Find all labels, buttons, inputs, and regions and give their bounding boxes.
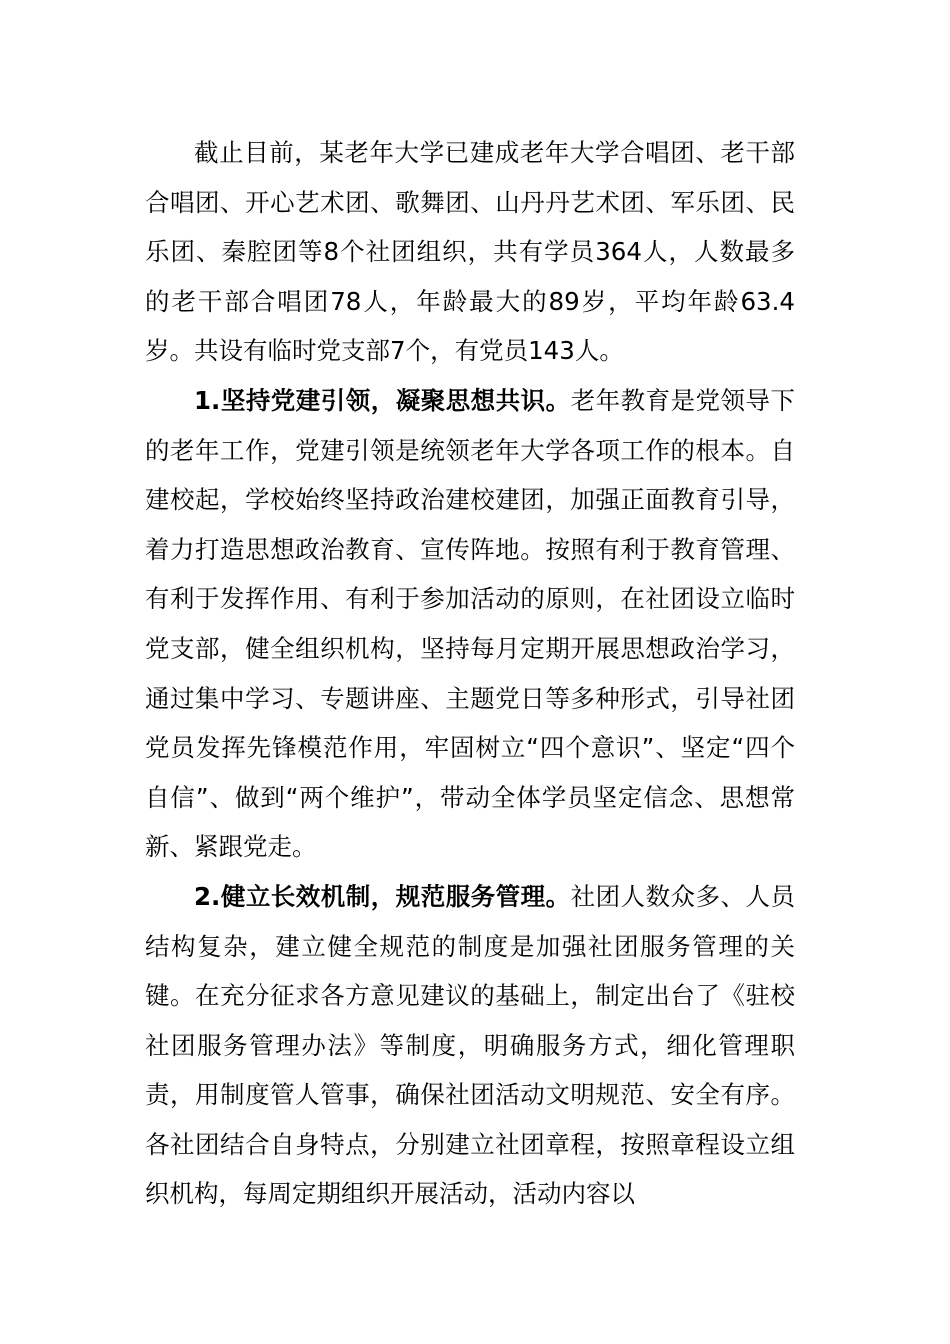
paragraph-intro: [145, 128, 795, 376]
paragraph-intro-text: 截止目前，某老年大学已建成老年大学合唱团、老干部合唱团、开心艺术团、歌舞团、山丹丹艺术团、军乐团、民乐团、秦腔团等8个社团组织，共有学员364人，人数最多的老干部合唱团78人，年龄最大的89岁，平均年龄63.4岁。共设有临时党支部7个，有党员143人。: [145, 138, 795, 366]
paragraph-party-building-text: 老年教育是党领导下的老年工作，党建引领是统领老年大学各项工作的根本。自建校起，学校始终坚持政治建校建团，加强正面教育引导，着力打造思想政治教育、宣传阵地。按照有利于教育管理、有利于发挥作用、有利于参加活动的原则，在社团设立临时党支部，健全组织机构，坚持每月定期开展思想政治学习，通过集中学习、专题讲座、主题党日等多种形式，引导社团党员发挥先锋模范作用，牢固树立“四个意识”、坚定“四个自信”、做到“两个维护”，带动全体学员坚定信念、思想常新、紧跟党走。: [145, 385, 795, 862]
paragraph-party-building: [145, 376, 795, 872]
paragraph-mechanism: [145, 872, 795, 1219]
document-page: [145, 128, 795, 1219]
paragraph-mechanism-heading: 2.健立长效机制，规范服务管理。: [194, 881, 571, 911]
paragraph-mechanism-text: 社团人数众多、人员结构复杂，建立健全规范的制度是加强社团服务管理的关键。在充分征求各方意见建议的基础上，制定出台了《驻校社团服务管理办法》等制度，明确服务方式，细化管理职责，用制度管人管事，确保社团活动文明规范、安全有序。各社团结合自身特点，分别建立社团章程，按照章程设立组织机构，每周定期组织开展活动，活动内容以: [145, 881, 795, 1209]
paragraph-party-building-heading: 1.坚持党建引领，凝聚思想共识。: [194, 385, 571, 415]
